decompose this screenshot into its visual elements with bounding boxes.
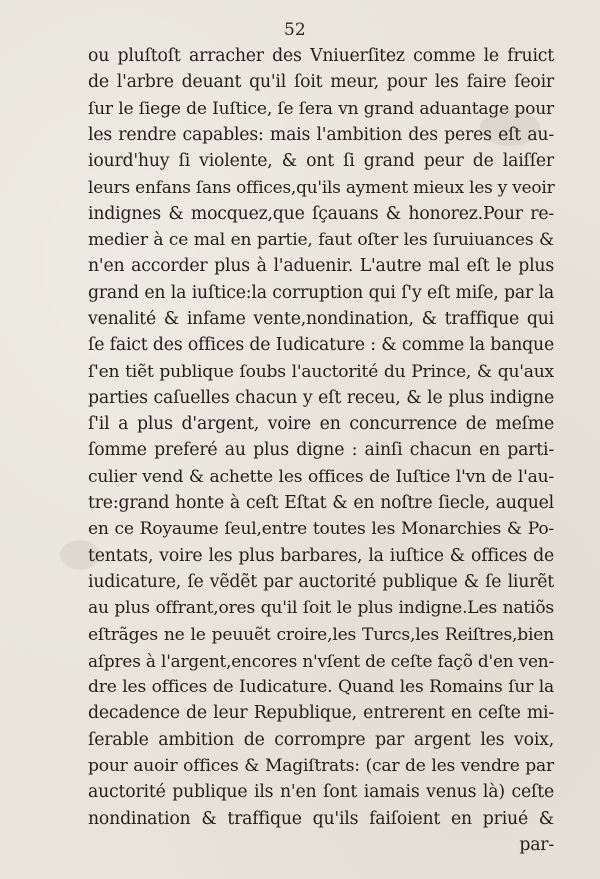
text-line: decadence de leur Republique, entrerent en ceſte mi- — [88, 703, 554, 724]
page-number: 52 — [284, 20, 306, 40]
text-line: ſ'en tiẽt publique ſoubs l'auctorité du Prince, & qu'aux — [88, 361, 554, 382]
text-line: ſomme preferé au plus digne : ainſi chacun en parti- — [88, 440, 554, 461]
catchword: par- — [519, 834, 554, 855]
text-line: medier à ce mal en partie, faut oſter les ſuruiuances & — [88, 230, 554, 251]
text-line: auctorité publique ils n'en ſont iamais venus là) ceſte — [88, 782, 554, 803]
text-line: iourd'huy ſi violente, & ont ſi grand peur de laiſſer — [88, 151, 554, 172]
text-line: iudicature, ſe vẽdẽt par auctorité publique & ſe liurẽt — [88, 571, 554, 592]
text-line: venalité & infame vente,nondination, & traffique qui — [88, 308, 554, 329]
text-line: parties caſuelles chacun y eſt receu, & le plus indigne — [88, 387, 554, 408]
text-line: grand en la iuſtice:la corruption qui ſ'y eſt miſe, par la — [88, 282, 554, 303]
text-line: culier vend & achette les offices de Iuſtice l'vn de l'au- — [88, 466, 554, 487]
text-line: n'en accorder plus à l'aduenir. L'autre mal eſt le plus — [88, 256, 554, 277]
text-line: aſpres à l'argent,encores n'vſent de ceſte façõ d'en ven- — [88, 650, 554, 671]
text-line: tre:grand honte à ceſt Eſtat & en noſtre ſiecle, auquel — [88, 493, 554, 514]
text-line: ou pluſtoſt arracher des Vniuerſitez comme le fruict — [88, 46, 554, 66]
text-line: les rendre capables: mais l'ambition des peres eſt au- — [88, 124, 554, 145]
text-line: nondination & traffique qu'ils faiſoient en priué & — [88, 808, 554, 829]
text-line: dre les offices de Iudicature. Quand les Romains ſur la — [88, 677, 554, 698]
text-line: au plus offrant,ores qu'il ſoit le plus indigne.Les natiõs — [88, 598, 554, 619]
text-line: ſ'il a plus d'argent, voire en concurrence de meſme — [88, 414, 554, 435]
body-text — [88, 43, 554, 858]
text-line: ſur le ſiege de Iuſtice, ſe ſera vn grand aduantage pour — [88, 98, 554, 119]
text-line: leurs enfans ſans offices,qu'ils ayment mieux les y veoir — [88, 177, 555, 198]
text-line: ſerable ambition de corrompre par argent les voix, — [88, 729, 554, 750]
text-line: eſtrãges ne le peuuẽt croire,les Turcs,les Reiſtres,bien — [88, 624, 554, 645]
text-line: tentats, voire les plus barbares, la iuſtice & offices de — [88, 545, 554, 566]
text-line: indignes & mocquez,que ſçauans & honorez.Pour re- — [88, 203, 554, 224]
text-line: pour auoir offices & Magiſtrats: (car de les vendre par — [88, 756, 554, 777]
text-line: ſe faict des offices de Iudicature : & comme la banque — [88, 335, 554, 356]
text-line: de l'arbre deuant qu'il ſoit meur, pour les faire ſeoir — [88, 72, 554, 93]
text-line: en ce Royaume ſeul,entre toutes les Monarchies & Po- — [88, 519, 554, 540]
